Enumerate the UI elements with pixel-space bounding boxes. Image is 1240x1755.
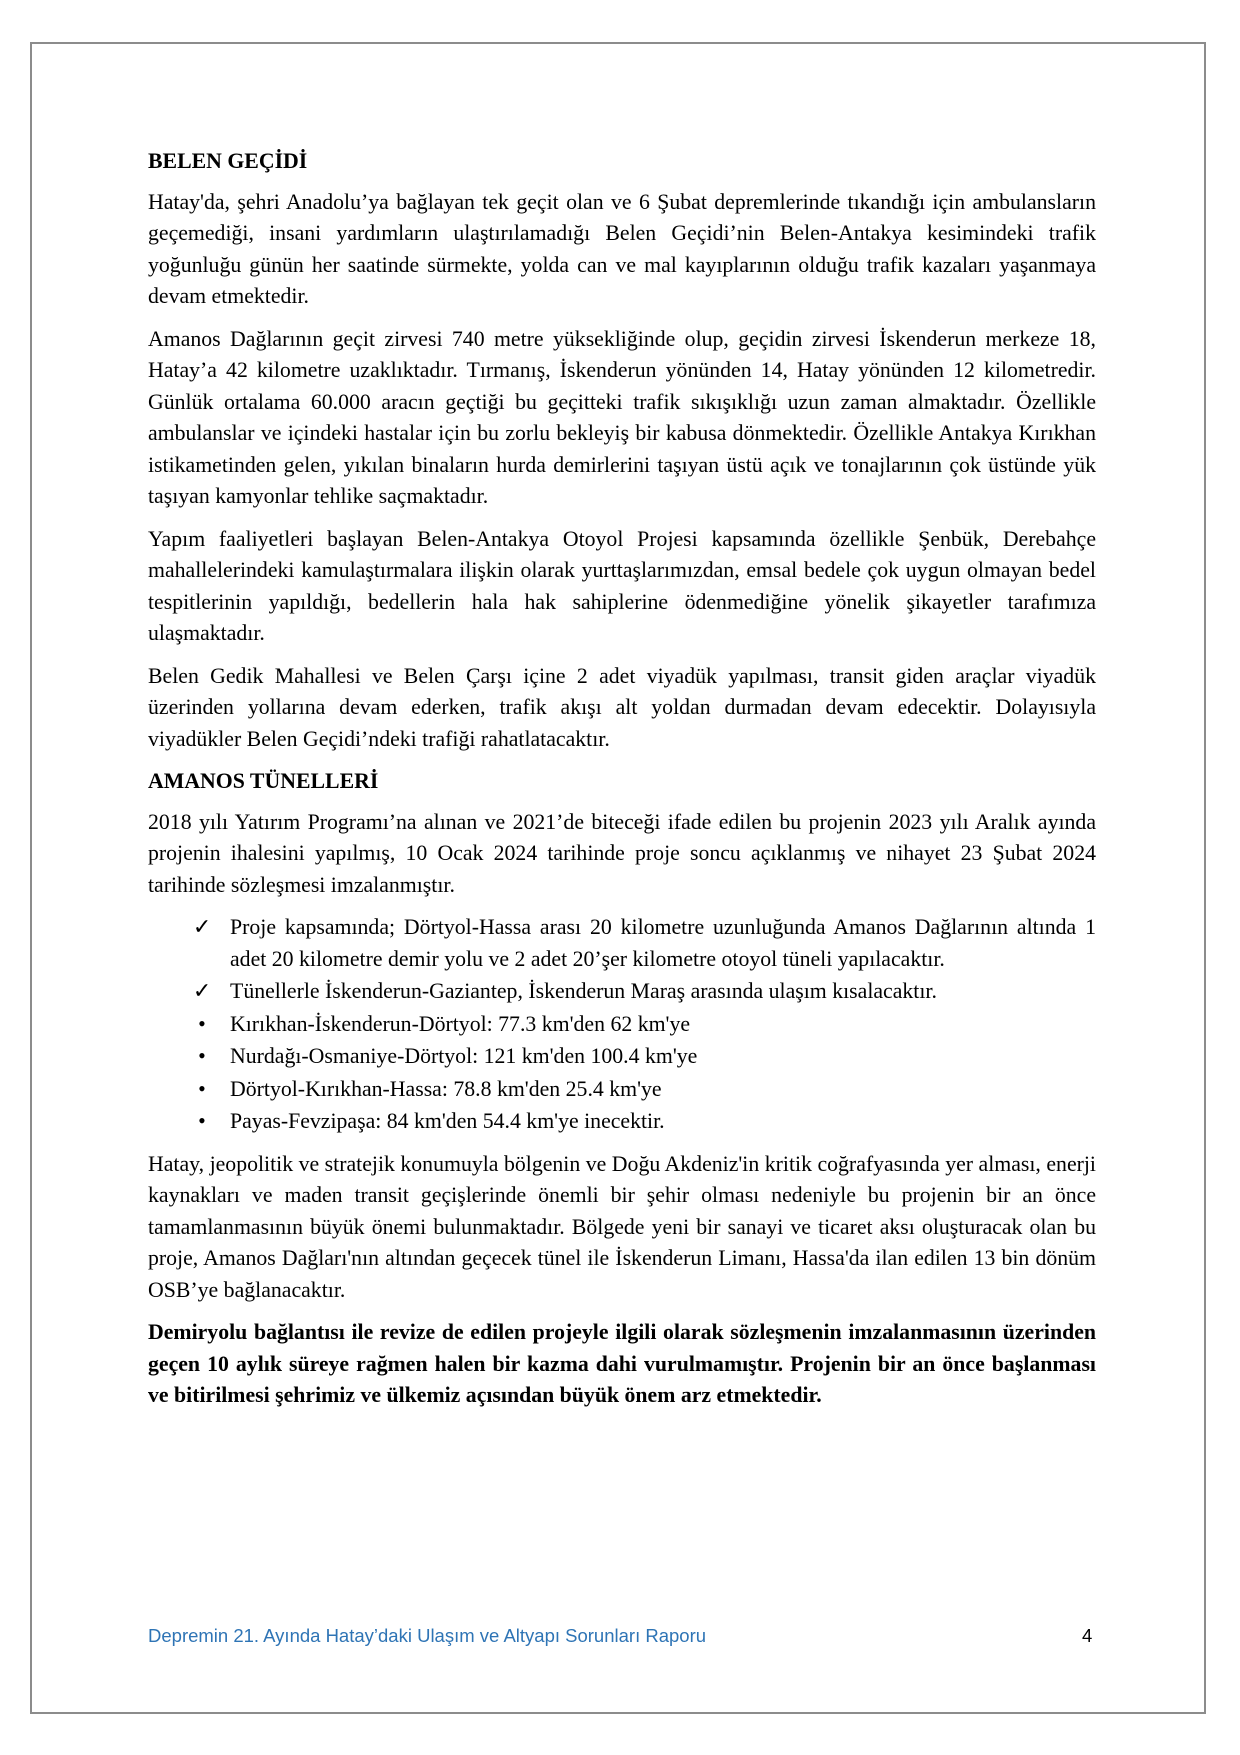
conclusion-paragraph: Demiryolu bağlantısı ile revize de edilen projeyle ilgili olarak sözleşmenin imzalanmasının üzerinden geçen 10 aylık süreye rağmen halen bir kazma dahi vurulmamıştır. Projenin bir an önce başlanması ve bitirilmesi şehrimiz ve ülkemiz açısından büyük önem arz etmektedir. [148, 1320, 1096, 1407]
bullet-icon: • [198, 1076, 206, 1101]
section-heading-belen: BELEN GEÇİDİ [148, 149, 308, 173]
paragraph: Hatay, jeopolitik ve stratejik konumuyla bölgenin ve Doğu Akdeniz'in kritik coğrafyasında yer alması, enerji kaynakları ve maden transit geçişlerinde önemli bir şehir olması nedeniyle bu projenin bir an önce tamamlanmasının büyük önemi bulunmaktadır. Bölgede yeni bir sanayi ve ticaret aksı oluşturacak olan bu proje, Amanos Dağları'nın altından geçecek tünel ile İskenderun Limanı, Hassa'da ilan edilen 13 bin dönüm OSB’ye bağlanacaktır. [148, 1151, 1096, 1302]
list-item-text: Payas-Fevzipaşa: 84 km'den 54.4 km'ye inecektir. [230, 1109, 665, 1133]
project-list [148, 912, 1096, 1138]
list-item-text: Tünellerle İskenderun-Gaziantep, İskenderun Maraş arasında ulaşım kısalacaktır. [230, 979, 937, 1003]
paragraph: 2018 yılı Yatırım Programı’na alınan ve 2021’de biteceği ifade edilen bu projenin 2023 yılı Aralık ayında projenin ihalesini yapılmış, 10 Ocak 2024 tarihinde proje soncu açıklanmış ve nihayet 23 Şubat 2024 tarihinde sözleşmesi imzalanmıştır. [148, 809, 1096, 897]
check-icon: ✓ [192, 979, 212, 1003]
paragraph: Hatay'da, şehri Anadolu’ya bağlayan tek geçit olan ve 6 Şubat depremlerinde tıkandığı için ambulansların geçemediği, insani yardımların ulaştırılamadığı Belen Geçidi’nin Belen-Antakya kesimindeki trafik yoğunluğu günün her saatinde sürmekte, yolda can ve mal kayıplarının olduğu trafik kazaları yaşanmaya devam etmektedir. [148, 189, 1096, 308]
list-item-text: Dörtyol-Kırıkhan-Hassa: 78.8 km'den 25.4 km'ye [230, 1076, 662, 1101]
list-item-text: Nurdağı-Osmaniye-Dörtyol: 121 km'den 100.4 km'ye [230, 1044, 698, 1068]
paragraph: Amanos Dağlarının geçit zirvesi 740 metre yüksekliğinde olup, geçidin zirvesi İskenderun merkeze 18, Hatay’a 42 kilometre uzaklıktadır. Tırmanış, İskenderun yönünden 14, Hatay yönünden 12 kilometredir. Günlük ortalama 60.000 aracın geçtiği bu geçitteki trafik sıkışıklığı uzun zaman almaktadır. Özellikle ambulanslar ve içindeki hastalar için bu zorlu bekleyiş bir kabusa dönmektedir. Özellikle Antakya Kırıkhan istikametinden gelen, yıkılan binaların hurda demirlerini taşıyan üstü açık ve tonajlarının çok üstünde yük taşıyan kamyonlar tehlike saçmaktadır. [148, 326, 1096, 508]
list-item-text: Proje kapsamında; Dörtyol-Hassa arası 20 kilometre uzunluğunda Amanos Dağlarının altında 1 adet 20 kilometre demir yolu ve 2 adet 20’şer kilometre otoyol tüneli yapılacaktır. [230, 915, 1096, 971]
page-number: 4 [1082, 1625, 1093, 1646]
bullet-icon: • [198, 1044, 206, 1068]
list-item [190, 1106, 1096, 1138]
bullet-icon: • [198, 1011, 206, 1036]
list-item [190, 1041, 1096, 1073]
list-item-text: Kırıkhan-İskenderun-Dörtyol: 77.3 km'den 62 km'ye [230, 1011, 691, 1036]
list-item [190, 976, 1096, 1008]
document-body [148, 146, 1096, 1423]
section-heading-amanos: AMANOS TÜNELLERİ [148, 769, 379, 793]
list-item [190, 912, 1096, 975]
list-item [190, 1074, 1096, 1106]
bullet-icon: • [198, 1109, 206, 1133]
list-item [190, 1009, 1096, 1041]
paragraph: Yapım faaliyetleri başlayan Belen-Antakya Otoyol Projesi kapsamında özellikle Şenbük, Derebahçe mahallelerindeki kamulaştırmalara ilişkin olarak yurttaşlarımızdan, emsal bedele çok uygun olmayan bedel tespitlerinin yapıldığı, bedellerin hala hak sahiplerine ödenmediğine yönelik şikayetler tarafımıza ulaşmaktadır. [148, 526, 1096, 645]
footer-report-title: Depremin 21. Ayında Hatay’daki Ulaşım ve Altyapı Sorunları Raporu [148, 1625, 707, 1646]
check-icon: ✓ [192, 915, 212, 939]
paragraph: Belen Gedik Mahallesi ve Belen Çarşı içine 2 adet viyadük yapılması, transit giden araçlar viyadük üzerinden yollarına devam ederken, trafik akışı alt yoldan durmadan devam edecektir. Dolayısıyla viyadükler Belen Geçidi’ndeki trafiği rahatlatacaktır. [148, 663, 1096, 751]
